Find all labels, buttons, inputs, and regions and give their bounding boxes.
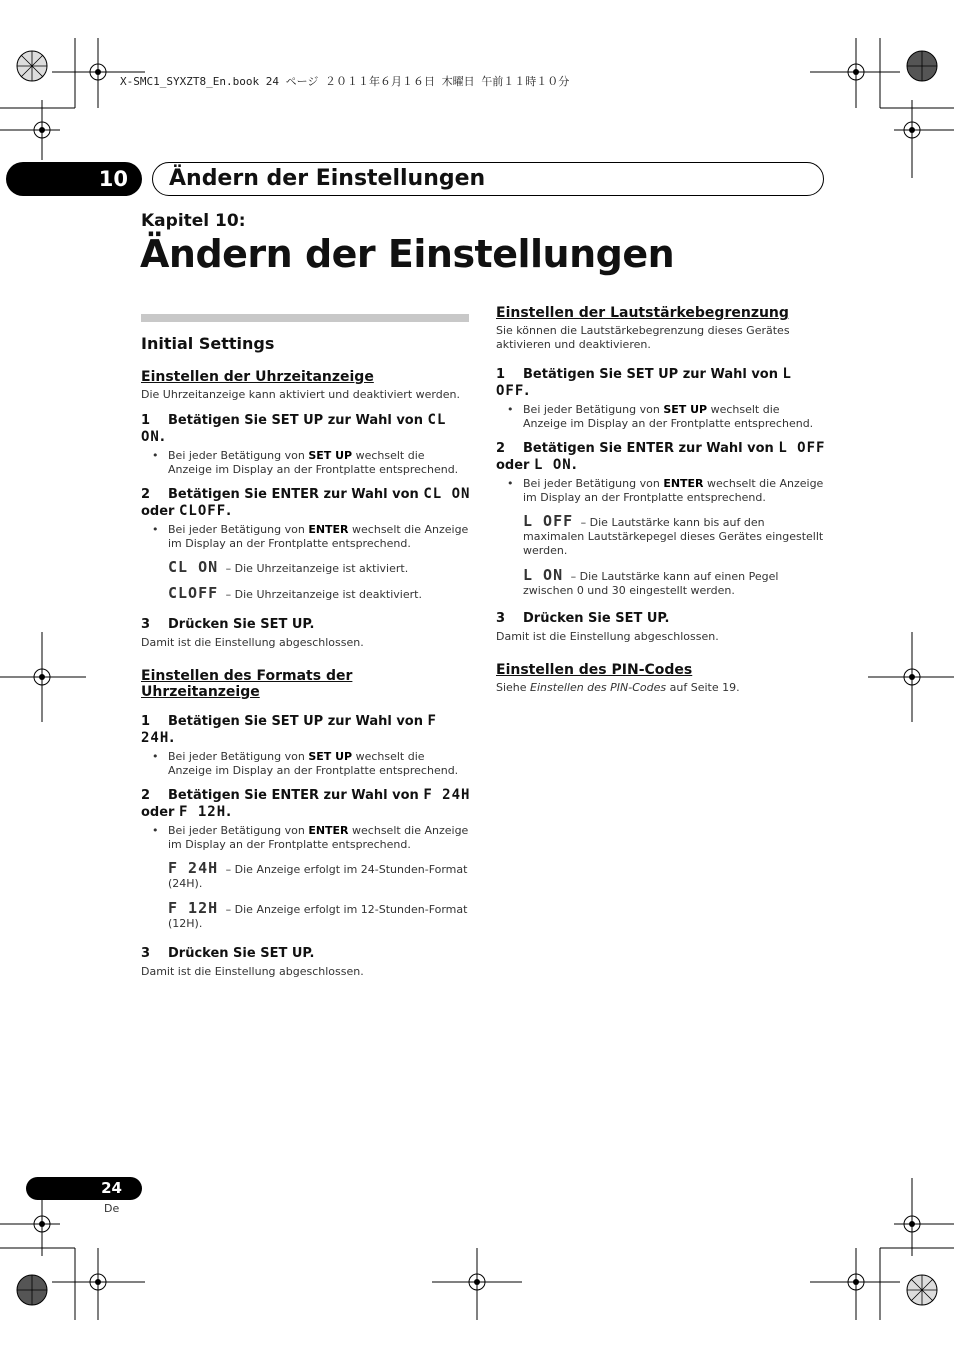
display-indicator: F 24H xyxy=(168,859,219,877)
chapter-header-bar xyxy=(152,162,824,196)
pin-text: auf Seite 19. xyxy=(669,681,740,694)
pin-text: Siehe xyxy=(496,681,527,694)
step-end: . xyxy=(226,504,232,519)
clock-step-3 xyxy=(141,616,471,633)
volume-done: Damit ist die Einstellung abgeschlossen. xyxy=(496,630,719,643)
step-text: Betätigen Sie ENTER zur Wahl von xyxy=(523,441,774,456)
pin-reference xyxy=(496,681,826,695)
step-text: Betätigen Sie SET UP zur Wahl von xyxy=(168,413,423,428)
step-number: 3 xyxy=(141,946,151,961)
page-title: Ändern der Einstellungen xyxy=(140,232,675,276)
display-indicator: L ON xyxy=(534,457,572,473)
step-or: oder xyxy=(496,458,530,473)
option-description: – Die Anzeige erfolgt im 24-Stunden-Format (24H). xyxy=(168,863,468,890)
display-indicator: CL ON xyxy=(141,412,447,445)
format-step-2 xyxy=(141,787,471,821)
clock-done: Damit ist die Einstellung abgeschlossen. xyxy=(141,636,364,649)
step-text: Drücken Sie SET UP. xyxy=(168,617,315,632)
volume-heading: Einstellen der Lautstärkebegrenzung xyxy=(496,305,789,321)
chapter-header-title: Ändern der Einstellungen xyxy=(169,166,486,191)
step-text: Drücken Sie SET UP. xyxy=(168,946,315,961)
step-or: oder xyxy=(141,805,175,820)
print-slug: X-SMC1_SYXZT8_En.book 24 ページ ２０１１年６月１６日 木曜日 午前１１時１０分 xyxy=(120,75,570,88)
display-indicator: CL ON xyxy=(168,558,219,576)
display-indicator: F 24H xyxy=(141,713,437,746)
bullet-text: Bei jeder Betätigung von xyxy=(168,523,305,536)
display-indicator: L OFF xyxy=(778,440,826,456)
step-end: . xyxy=(169,731,175,746)
step-text: Drücken Sie SET UP. xyxy=(523,611,670,626)
format-option-24h xyxy=(141,861,471,891)
format-done: Damit ist die Einstellung abgeschlossen. xyxy=(141,965,364,978)
step-number: 2 xyxy=(141,487,151,502)
option-description: – Die Uhrzeitanzeige ist deaktiviert. xyxy=(225,588,422,601)
pin-heading: Einstellen des PIN-Codes xyxy=(496,662,693,678)
chapter-label: Kapitel 10: xyxy=(141,211,246,231)
bullet-text: Bei jeder Betätigung von xyxy=(168,750,305,763)
display-indicator: L ON xyxy=(523,566,564,584)
section-divider xyxy=(141,314,469,322)
right-column xyxy=(496,305,826,705)
display-indicator: L OFF xyxy=(496,366,792,399)
step-text: Betätigen Sie SET UP zur Wahl von xyxy=(523,367,778,382)
bullet-text: Bei jeder Betätigung von xyxy=(168,824,305,837)
format-option-12h xyxy=(141,901,471,931)
step-number: 1 xyxy=(141,714,151,729)
volume-step-3 xyxy=(496,610,826,627)
bullet-text: wechselt die Anzeige im Display an der Frontplatte entsprechend. xyxy=(168,824,469,851)
bullet-text: wechselt die Anzeige im Display an der Frontplatte entsprechend. xyxy=(168,750,459,777)
display-indicator: CLOFF xyxy=(179,503,227,519)
key-name: ENTER xyxy=(308,824,349,837)
step-text: Betätigen Sie ENTER zur Wahl von xyxy=(168,487,419,502)
step-number: 2 xyxy=(496,441,506,456)
volume-bullet-1 xyxy=(496,403,826,431)
clock-intro: Die Uhrzeitanzeige kann aktiviert und deaktiviert werden. xyxy=(141,388,460,401)
clock-option-off xyxy=(141,586,471,602)
option-description: – Die Anzeige erfolgt im 12-Stunden-Format (12H). xyxy=(168,903,468,930)
step-number: 1 xyxy=(141,413,151,428)
step-end: . xyxy=(226,805,232,820)
volume-bullet-2 xyxy=(496,477,826,505)
bullet-text: Bei jeder Betätigung von xyxy=(523,403,660,416)
format-bullet-1 xyxy=(141,750,471,778)
option-description: – Die Uhrzeitanzeige ist aktiviert. xyxy=(225,562,409,575)
format-bullet-2 xyxy=(141,824,471,852)
clock-option-on xyxy=(141,560,471,576)
page-number-badge: 24 xyxy=(26,1177,142,1200)
bullet-text: Bei jeder Betätigung von xyxy=(168,449,305,462)
volume-option-off xyxy=(496,514,826,558)
step-number: 1 xyxy=(496,367,506,382)
step-end: . xyxy=(159,430,165,445)
pin-reference-link: Einstellen des PIN-Codes xyxy=(530,681,667,694)
key-name: ENTER xyxy=(308,523,349,536)
format-step-1 xyxy=(141,713,471,747)
volume-step-2 xyxy=(496,440,826,474)
key-name: SET UP xyxy=(308,449,353,462)
key-name: ENTER xyxy=(663,477,704,490)
key-name: SET UP xyxy=(308,750,353,763)
step-end: . xyxy=(524,384,530,399)
format-heading: Einstellen des Formats der Uhrzeitanzeige xyxy=(141,668,353,700)
bullet-text: wechselt die Anzeige im Display an der Frontplatte entsprechend. xyxy=(168,523,469,550)
step-or: oder xyxy=(141,504,175,519)
step-end: . xyxy=(571,458,577,473)
chapter-number-badge: 10 xyxy=(6,162,142,196)
format-step-3 xyxy=(141,945,471,962)
left-column xyxy=(141,314,471,989)
clock-bullet-1 xyxy=(141,449,471,477)
bullet-text: wechselt die Anzeige im Display an der Frontplatte entsprechend. xyxy=(523,477,824,504)
language-code: De xyxy=(104,1202,120,1215)
volume-step-1 xyxy=(496,366,826,400)
clock-step-1 xyxy=(141,412,471,446)
clock-heading: Einstellen der Uhrzeitanzeige xyxy=(141,369,374,385)
option-description: – Die Lautstärke kann bis auf den maximalen Lautstärkepegel dieses Gerätes eingestellt werden. xyxy=(523,516,824,557)
bullet-text: Bei jeder Betätigung von xyxy=(523,477,660,490)
step-text: Betätigen Sie SET UP zur Wahl von xyxy=(168,714,423,729)
key-name: SET UP xyxy=(663,403,708,416)
display-indicator: F 12H xyxy=(179,804,227,820)
display-indicator: CL ON xyxy=(423,486,471,502)
clock-bullet-2 xyxy=(141,523,471,551)
bullet-text: wechselt die Anzeige im Display an der Frontplatte entsprechend. xyxy=(523,403,814,430)
display-indicator: F 24H xyxy=(423,787,471,803)
display-indicator: F 12H xyxy=(168,899,219,917)
step-number: 2 xyxy=(141,788,151,803)
step-text: Betätigen Sie ENTER zur Wahl von xyxy=(168,788,419,803)
volume-option-on xyxy=(496,568,826,598)
option-description: – Die Lautstärke kann auf einen Pegel zwischen 0 und 30 eingestellt werden. xyxy=(523,570,779,597)
step-number: 3 xyxy=(496,611,506,626)
step-number: 3 xyxy=(141,617,151,632)
clock-step-2 xyxy=(141,486,471,520)
volume-intro: Sie können die Lautstärkebegrenzung dieses Gerätes aktivieren und deaktivieren. xyxy=(496,324,790,351)
display-indicator: CLOFF xyxy=(168,584,219,602)
display-indicator: L OFF xyxy=(523,512,574,530)
bullet-text: wechselt die Anzeige im Display an der Frontplatte entsprechend. xyxy=(168,449,459,476)
section-title: Initial Settings xyxy=(141,334,275,353)
